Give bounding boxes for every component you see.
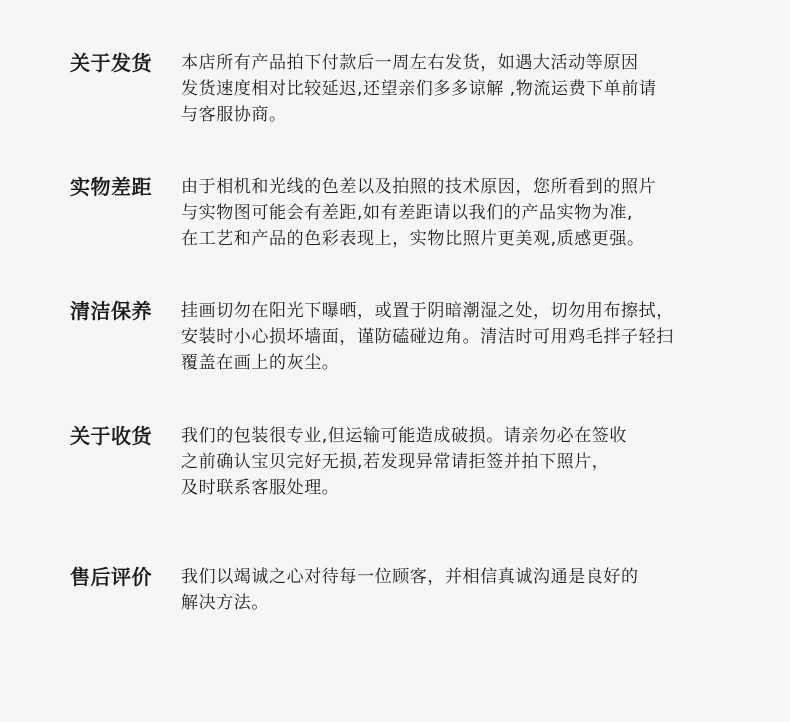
body-line: 在工艺和产品的色彩表现上，实物比照片更美观,质感更强。 (181, 229, 645, 249)
section-title: 售后评价 (70, 565, 152, 589)
body-line: 及时联系客服处理。 (181, 478, 340, 498)
section-title: 关于收货 (70, 424, 152, 448)
section-body (181, 174, 741, 252)
section-title: 清洁保养 (70, 299, 152, 323)
body-line: 解决方法。 (181, 593, 269, 613)
body-line: 与实物图可能会有差距,如有差距请以我们的产品实物为准, (181, 203, 634, 223)
body-line: 挂画切勿在阳光下曝晒，或置于阴暗潮湿之处，切勿用布擦拭， (181, 301, 674, 321)
section-body (181, 298, 741, 376)
section-title: 实物差距 (70, 175, 152, 199)
body-line: 之前确认宝贝完好无损,若发现异常请拒签并拍下照片， (181, 452, 610, 472)
body-line: 本店所有产品拍下付款后一周左右发货，如遇大活动等原因 (181, 53, 639, 73)
body-line: 我们以竭诚之心对待每一位顾客，并相信真诚沟通是良好的 (181, 567, 639, 587)
section-body (181, 50, 741, 128)
section-body (181, 423, 741, 501)
section-title: 关于发货 (70, 51, 152, 75)
body-line: 覆盖在画上的灰尘。 (181, 353, 340, 373)
body-line: 由于相机和光线的色差以及拍照的技术原因，您所看到的照片 (181, 177, 657, 197)
body-line: 发货速度相对比较延迟,还望亲们多多谅解 ,物流运费下单前请 (181, 79, 657, 99)
section-body (181, 564, 741, 616)
body-line: 安装时小心损坏墙面，谨防磕碰边角。清洁时可用鸡毛拌子轻扫 (181, 327, 674, 347)
body-line: 我们的包装很专业,但运输可能造成破损。请亲勿必在签收 (181, 426, 628, 446)
body-line: 与客服协商。 (181, 105, 287, 125)
